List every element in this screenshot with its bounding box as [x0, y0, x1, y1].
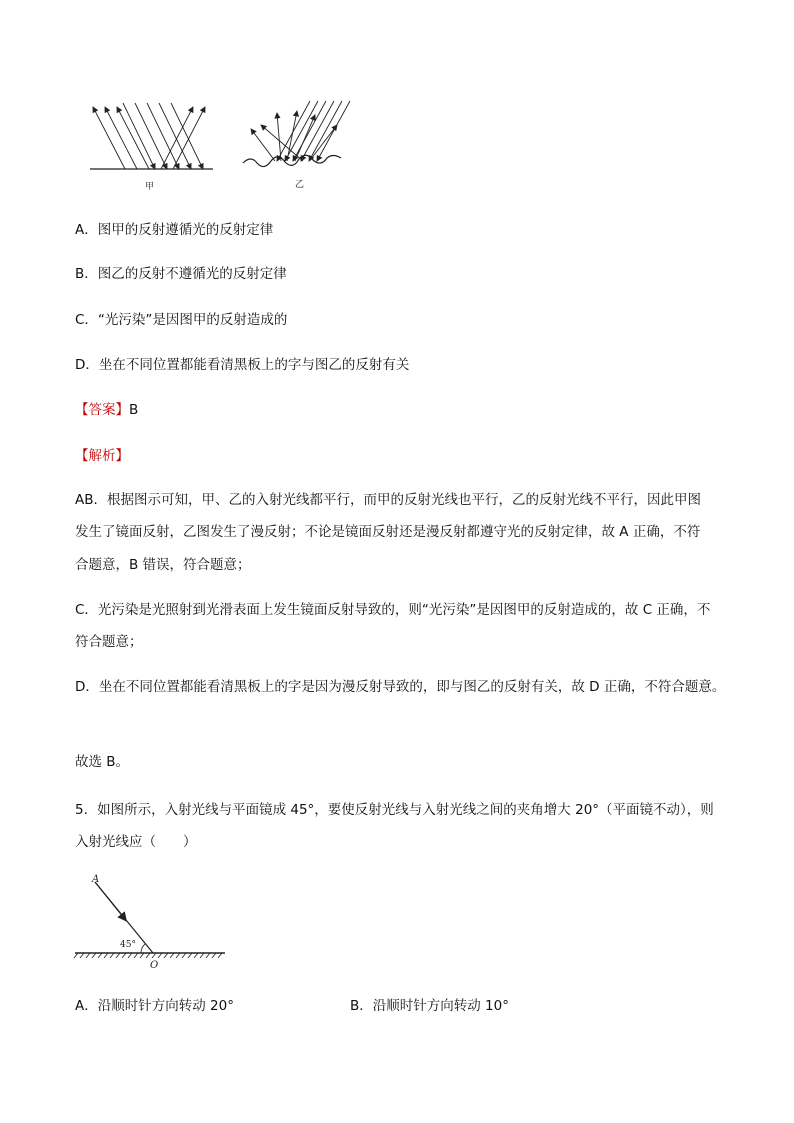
analysis-tag: 【解析】	[75, 448, 129, 464]
figure-label-jia: 甲	[145, 182, 155, 192]
analysis-line-3: 合题意，B 错误，符合题意；	[75, 557, 251, 573]
q5-option-a: A．沿顺时针方向转动 20°	[75, 998, 234, 1014]
point-a-label: A	[92, 874, 100, 885]
q5-option-b: B．沿顺时针方向转动 10°	[350, 998, 509, 1014]
option-a: A．图甲的反射遵循光的反射定律	[75, 222, 274, 238]
analysis-line-2: 发生了镜面反射，乙图发生了漫反射；不论是镜面反射还是漫反射都遵守光的反射定律，故 A 正确，不符	[75, 524, 701, 540]
figure-label-yi: 乙	[295, 180, 305, 190]
question5-line-1: 5．如图所示，入射光线与平面镜成 45°，要使反射光线与入射光线之间的夹角增大 20°（平面镜不动），则	[75, 802, 714, 818]
analysis-line-1: AB．根据图示可知，甲、乙的入射光线都平行，而甲的反射光线也平行，乙的反射光线不平行，因此甲图	[75, 492, 701, 508]
option-d: D．坐在不同位置都能看清黑板上的字与图乙的反射有关	[75, 357, 410, 373]
option-c: C．“光污染”是因图甲的反射造成的	[75, 312, 288, 328]
angle-label: 45°	[120, 940, 136, 950]
analysis-conclusion: 故选 B。	[75, 754, 130, 770]
answer-tag: 【答案】	[75, 402, 129, 418]
answer-value: B	[129, 402, 139, 418]
analysis-line-5: 符合题意；	[75, 634, 143, 650]
reflection-figure	[85, 95, 355, 195]
option-b: B．图乙的反射不遵循光的反射定律	[75, 266, 287, 282]
point-o-label: O	[150, 960, 159, 970]
question5-line-2: 入射光线应（ ）	[75, 834, 197, 850]
analysis-line-4: C．光污染是光照射到光滑表面上发生镜面反射导致的，则“光污染”是因图甲的反射造成的，故 C 正确，不	[75, 602, 711, 618]
analysis-line-6: D．坐在不同位置都能看清黑板上的字是因为漫反射导致的，即与图乙的反射有关，故 D 正确，不符合题意。	[75, 679, 726, 695]
answer-row	[75, 400, 138, 420]
incident-ray-figure	[70, 870, 240, 970]
